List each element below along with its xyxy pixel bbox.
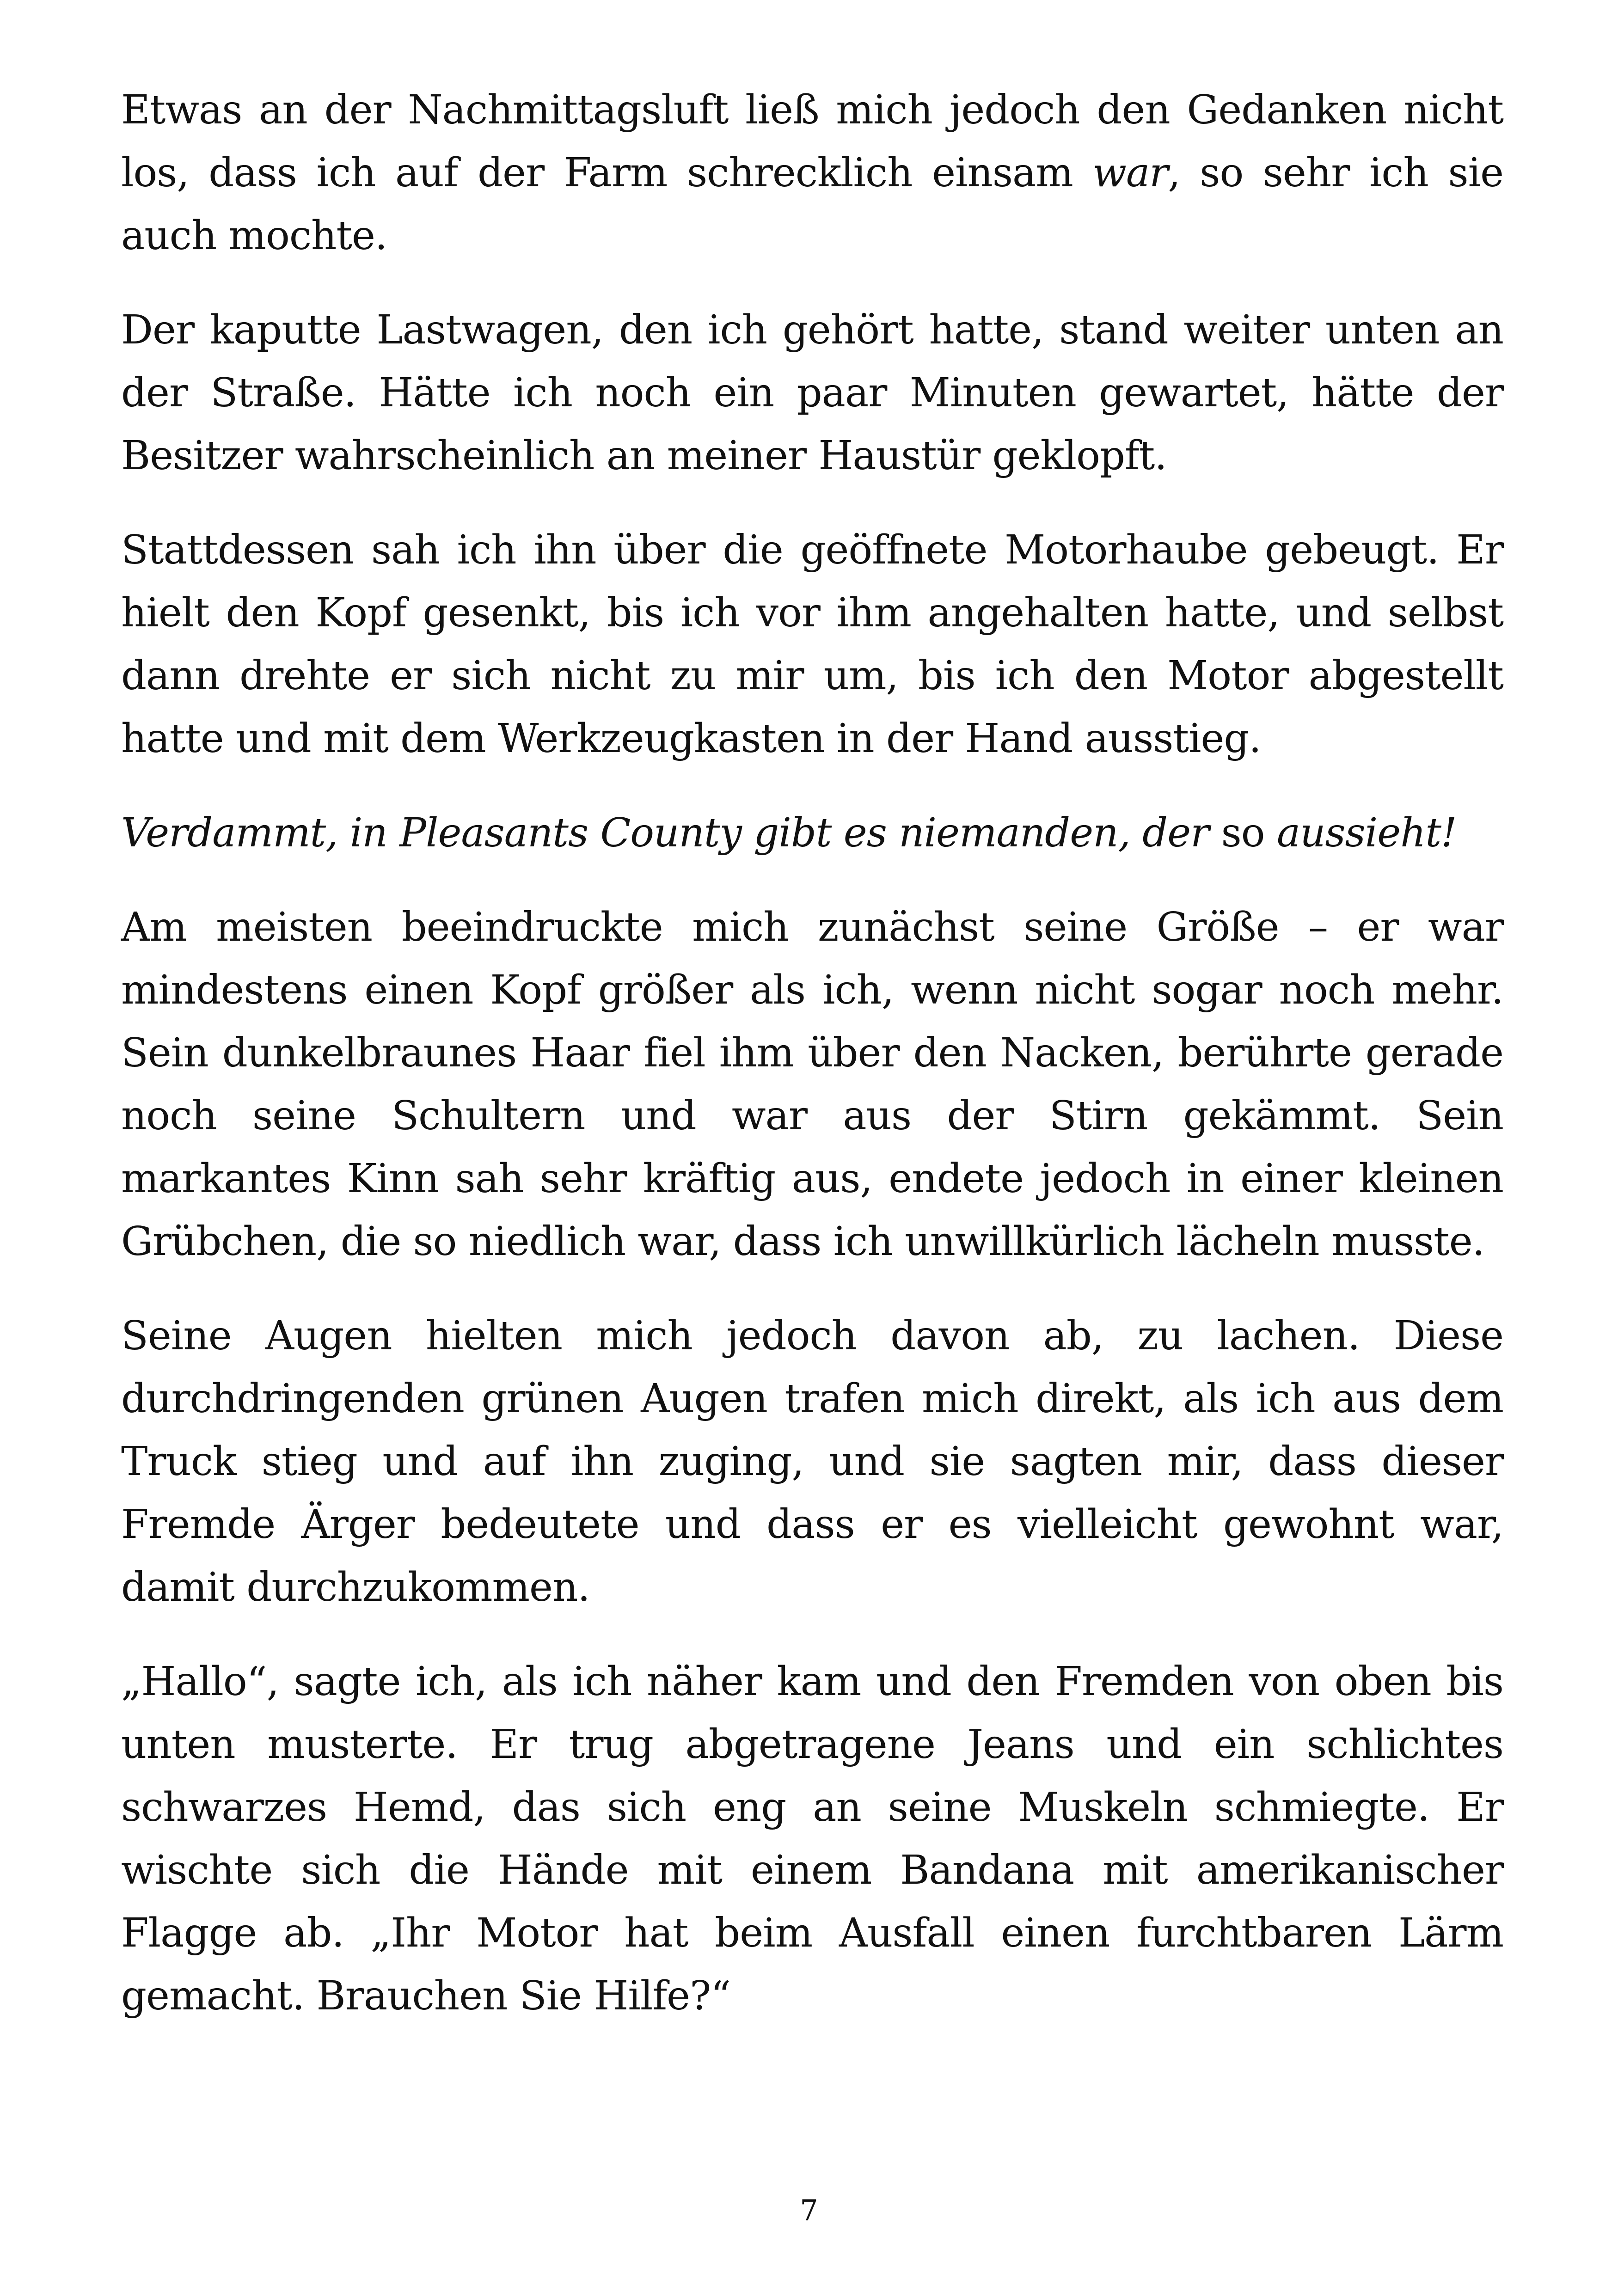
paragraph-7 <box>121 1650 1503 2027</box>
text-segment: , so sehr ich sie auch mochte. <box>121 150 1503 259</box>
text-segment: Seine Augen hielten mich jedoch davon ab, zu lachen. Diese durchdringenden grünen Augen trafen mich direkt, als ich aus dem Truck stieg und auf ihn zuging, und sie sagten mir, dass dieser Fremde Ärger bedeutete und dass er es vielleicht gewohnt war, damit durchzukommen. <box>121 1313 1503 1610</box>
text-segment: „Hallo“, sagte ich, als ich näher kam und den Fremden von oben bis unten musterte. Er trug abgetragene Jeans und ein schlichtes schwarzes Hemd, das sich eng an seine Muskeln schmiegte. Er wischte sich die Hände mit einem Bandana mit amerikanischer Flagge ab. „Ihr Motor hat beim Ausfall einen furchtbaren Lärm gemacht. Brauchen Sie Hilfe?“ <box>121 1659 1503 2019</box>
paragraph-3 <box>121 519 1503 770</box>
text-segment: Der kaputte Lastwagen, den ich gehört hatte, stand weiter unten an der Straße. Hätte ich noch ein paar Minuten gewartet, hätte der Besitzer wahrscheinlich an meiner Haustür geklopft. <box>121 307 1503 479</box>
text-segment: Etwas an der Nachmittagsluft ließ mich jedoch den Gedanken nicht los, dass ich auf der Farm schrecklich einsam <box>121 87 1503 196</box>
text-segment: so <box>1221 810 1265 856</box>
text-segment-italic: Verdammt, in Pleasants County gibt es niemanden, der <box>121 810 1221 856</box>
text-segment: Stattdessen sah ich ihn über die geöffnete Motorhaube gebeugt. Er hielt den Kopf gesenkt, bis ich vor ihm angehalten hatte, und selbst dann drehte er sich nicht zu mir um, bis ich den Motor abgestellt hatte und mit dem Werkzeugkasten in der Hand ausstieg. <box>121 527 1503 762</box>
paragraph-6 <box>121 1304 1503 1619</box>
text-segment-italic: aussieht! <box>1264 810 1457 856</box>
page-body <box>121 79 1503 2027</box>
paragraph-5 <box>121 896 1503 1273</box>
text-segment: Am meisten beeindruckte mich zunächst seine Größe – er war mindestens einen Kopf größer als ich, wenn nicht sogar noch mehr. Sein dunkelbraunes Haar fiel ihm über den Nacken, berührte gerade noch seine Schultern und war aus der Stirn gekämmt. Sein markantes Kinn sah sehr kräftig aus, endete jedoch in einer kleinen Grübchen, die so niedlich war, dass ich unwillkürlich lächeln musste. <box>121 904 1503 1265</box>
page-number: 7 <box>800 2193 818 2227</box>
text-segment-italic: war <box>1092 150 1168 196</box>
paragraph-1 <box>121 79 1503 267</box>
paragraph-2 <box>121 299 1503 487</box>
paragraph-4 <box>121 802 1503 864</box>
